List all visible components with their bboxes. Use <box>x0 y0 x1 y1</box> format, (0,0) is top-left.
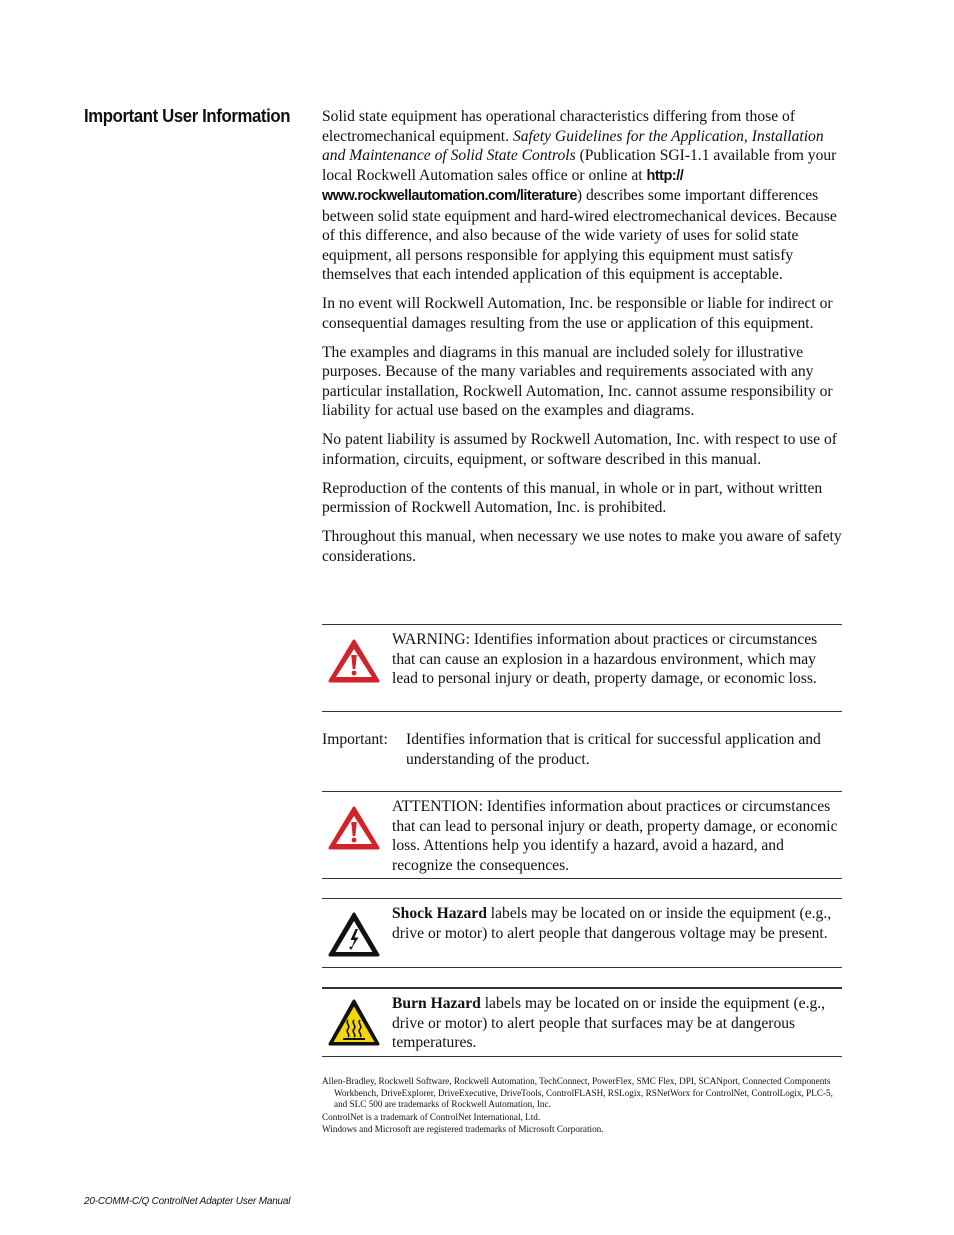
burn-hazard-label: Burn Hazard <box>392 995 481 1012</box>
important-text: Identifies information that is critical for successful application and understanding of the product. <box>406 731 821 768</box>
burn-hazard-text: labels may be located on or inside the equipment (e.g., drive or motor) to alert people that surfaces may be at dangerous temperatures. <box>392 995 826 1051</box>
trademark-microsoft: Windows and Microsoft are registered trademarks of Microsoft Corporation. <box>322 1124 604 1134</box>
paragraph-examples: The examples and diagrams in this manual are included solely for illustrative purposes. Because of the many variables and requirements associated with any particular installation, Rockwell Automation, Inc. cannot assume responsibility or liability for actual use based on the examples and diagrams. <box>322 343 833 419</box>
shock-hazard-text: labels may be located on or inside the equipment (e.g., drive or motor) to alert people that dangerous voltage may be present. <box>392 905 832 942</box>
paragraph-liability: In no event will Rockwell Automation, Inc. be responsible or liable for indirect or consequential damages resulting from the use or application of this equipment. <box>322 295 833 332</box>
warning-triangle-icon <box>327 638 381 689</box>
section-title: Important User Information <box>84 106 291 126</box>
attention-text: ATTENTION: Identifies information about practices or circumstances that can lead to personal injury or death, property damage, or economic loss. Attentions help you identify a hazard, avoid a hazard, and recognize the consequences. <box>392 798 838 874</box>
trademarks <box>322 1076 842 1136</box>
paragraph-intro: Solid state equipment has operational characteristics differing from those of electromechanical equipment. Safety Guidelines for the Application, Installation and Maintenance of Solid State Controls (Publication SGI-1.1 available from your local Rockwell Automation sales office or online at http://​www.rockwellautomation.com/literature) describes some important differences between solid state equipment and hard-wired electromechanical devices. Because of this difference, and also because of the wide variety of uses for solid state equipment, all persons responsible for applying this equipment must satisfy themselves that each intended application of this equipment is acceptable. <box>322 108 837 283</box>
page-footer: 20-COMM-C/Q ControlNet Adapter User Manual <box>84 1196 291 1207</box>
trademark-rockwell: Allen-Bradley, Rockwell Software, Rockwell Automation, TechConnect, PowerFlex, SMC Flex, DPI, SCANport, Connected Components Workbench, DriveExplorer, DriveExecutive, DriveTools, ControlFLASH, RSLogix, RSNetWorx for ControlNet, ControlLogix, PLC-5, and SLC 500 are trademarks of Rockwell Automation, Inc. <box>322 1076 833 1109</box>
shock-hazard-label: Shock Hazard <box>392 905 487 922</box>
attention-triangle-icon <box>327 805 381 856</box>
attention-notice <box>322 791 842 879</box>
shock-hazard-notice <box>322 898 842 968</box>
publication-title: Safety Guidelines for the Application, Installation and Maintenance of Solid State Controls <box>322 127 824 164</box>
paragraph-safety-notes: Throughout this manual, when necessary we use notes to make you aware of safety considerations. <box>322 528 842 565</box>
shock-hazard-icon <box>327 911 381 964</box>
warning-notice <box>322 624 842 712</box>
burn-hazard-icon <box>327 998 381 1053</box>
body-text <box>322 107 842 576</box>
important-label: Important: <box>322 731 388 748</box>
burn-hazard-notice <box>322 987 842 1057</box>
paragraph-reproduction: Reproduction of the contents of this manual, in whole or in part, without written permission of Rockwell Automation, Inc. is prohibited. <box>322 479 823 516</box>
trademark-controlnet: ControlNet is a trademark of ControlNet International, Ltd. <box>322 1111 541 1122</box>
literature-link[interactable]: http://​www.rockwellautomation.com/literature <box>322 167 684 204</box>
warning-text: WARNING: Identifies information about practices or circumstances that can cause an explosion in a hazardous environment, which may lead to personal injury or death, property damage, or economic loss. <box>392 631 818 687</box>
paragraph-patent: No patent liability is assumed by Rockwell Automation, Inc. with respect to use of information, circuits, equipment, or software described in this manual. <box>322 431 837 468</box>
